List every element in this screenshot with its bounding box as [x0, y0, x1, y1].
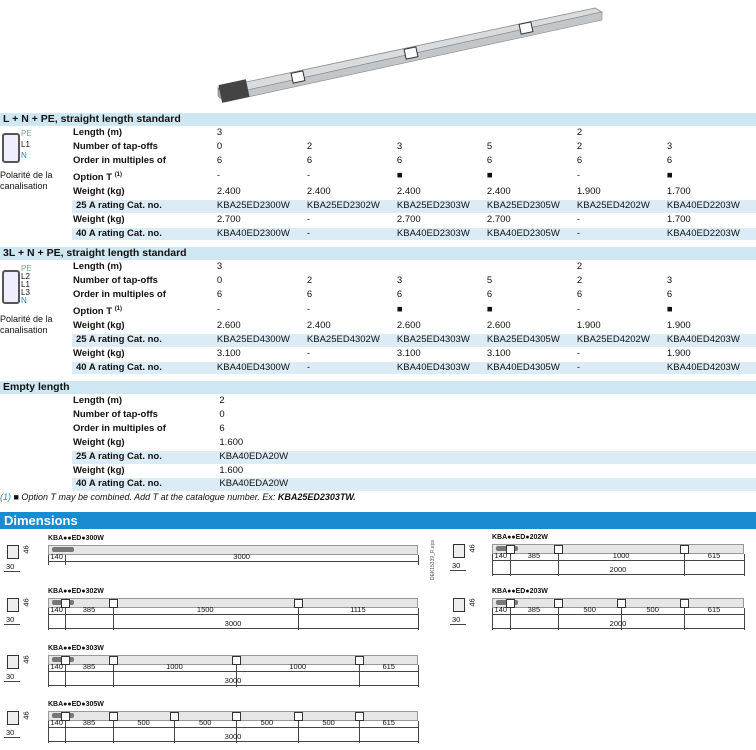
plug-icon — [2, 270, 20, 304]
polarity-label: Polarité de la canalisation — [0, 170, 53, 191]
row-label — [72, 140, 216, 154]
segment-length-label: 385 — [82, 662, 96, 671]
row-label — [72, 408, 218, 422]
conductor-label: PE — [21, 129, 32, 138]
row-label — [72, 319, 216, 333]
spec-cell: KBA40ED2305W — [486, 227, 576, 241]
busbar-product-image — [200, 0, 620, 110]
spec-row — [72, 395, 756, 408]
conductor-label: L3 — [21, 288, 30, 297]
total-length-label: 3000 — [224, 619, 242, 628]
spec-cell: ■ — [666, 302, 756, 319]
spec-cell: 3 — [396, 140, 486, 154]
row-label-text: Order in multiples of — [73, 422, 166, 434]
spec-cell: KBA40ED4303W — [396, 361, 486, 375]
spec-cell: 3 — [666, 140, 756, 154]
drawing-code: DEK15339_R.eps — [430, 540, 436, 581]
segment-length-label: 140 — [50, 718, 63, 727]
spec-cell: 2 — [576, 274, 666, 288]
spec-cell: 0 — [216, 140, 306, 154]
drawing-ref: KBA●●ED●203W — [492, 588, 548, 595]
spec-row — [72, 422, 756, 436]
row-label-text: Number of tap-offs — [73, 274, 158, 286]
profile-icon — [7, 711, 19, 725]
extension-line — [418, 555, 419, 565]
side-dimension-line — [4, 571, 20, 572]
conductor-label: N — [21, 151, 27, 160]
spec-cell: KBA25ED2302W — [306, 199, 396, 213]
spec-cell: 2.700 — [216, 213, 306, 227]
spec-cell: 6 — [216, 154, 306, 168]
segment-length-label: 615 — [707, 605, 721, 614]
row-label-text: 25 A rating Cat. no. — [76, 333, 162, 345]
spec-table-lnpe — [72, 127, 756, 241]
spec-cell: - — [576, 227, 666, 241]
row-label-text: Weight (kg) — [73, 464, 125, 476]
row-label-text: Option T — [73, 305, 113, 317]
spec-row — [72, 288, 756, 302]
segment-length-label: 385 — [527, 605, 541, 614]
conductor-list — [21, 265, 32, 305]
spec-cell — [396, 261, 486, 274]
spec-cell: - — [306, 361, 396, 375]
spec-cell — [306, 261, 396, 274]
spec-cell: 1.600 — [218, 436, 309, 450]
side-height-label: 46 — [21, 545, 31, 554]
spec-cell: 1.600 — [218, 464, 309, 478]
spec-row — [72, 302, 756, 319]
segment-length-label: 615 — [382, 718, 395, 727]
spec-row — [72, 450, 756, 464]
total-length-label: 3000 — [224, 732, 242, 741]
spec-cell: 6 — [396, 288, 486, 302]
row-label — [72, 436, 218, 450]
drawing-ref: KBA●●ED●305W — [48, 701, 104, 708]
profile-icon — [7, 598, 19, 612]
spec-cell: 2 — [306, 140, 396, 154]
row-label-text: Weight (kg) — [73, 347, 125, 359]
spec-cell: KBA25ED4300W — [216, 333, 306, 347]
spec-cell: - — [306, 302, 396, 319]
spec-cell: KBA40EDA20W — [218, 478, 309, 492]
extension-line — [418, 665, 419, 687]
segment-length-label: 1000 — [612, 551, 630, 560]
spec-cell — [486, 127, 576, 140]
side-width-label: 30 — [6, 728, 15, 737]
conductor-label: L1 — [21, 280, 30, 289]
row-label — [72, 199, 216, 213]
spec-cell: 3.100 — [216, 347, 306, 361]
spec-cell-empty — [309, 450, 756, 464]
section-title-lnpe: L + N + PE, straight length standard — [0, 113, 756, 126]
spec-cell: - — [576, 302, 666, 319]
spec-cell: 6 — [576, 154, 666, 168]
footnote-marker: (1) — [0, 492, 11, 502]
spec-cell: 6 — [306, 154, 396, 168]
row-label — [72, 213, 216, 227]
spec-row — [72, 319, 756, 333]
spec-cell: 6 — [666, 288, 756, 302]
spec-cell: ■ — [486, 302, 576, 319]
spec-cell-empty — [309, 395, 756, 408]
section-title-3lnpe: 3L + N + PE, straight length standard — [0, 247, 756, 260]
row-label — [72, 333, 216, 347]
profile-icon — [7, 545, 19, 559]
side-dimension-line — [4, 681, 20, 682]
row-label — [72, 395, 218, 408]
row-label-text: Weight (kg) — [73, 436, 125, 448]
row-label-text: Order in multiples of — [73, 288, 166, 300]
spec-cell: 5 — [486, 140, 576, 154]
row-label — [72, 185, 216, 199]
spec-row — [72, 464, 756, 478]
spec-cell: - — [576, 347, 666, 361]
segment-length-label: 385 — [527, 551, 541, 560]
row-label — [72, 168, 216, 185]
spec-row — [72, 274, 756, 288]
dimension-line — [48, 671, 418, 672]
spec-cell: 2 — [306, 274, 396, 288]
spec-row — [72, 213, 756, 227]
row-label-text: 40 A rating Cat. no. — [76, 361, 162, 373]
row-label — [72, 274, 216, 288]
segment-length-label: 385 — [82, 605, 96, 614]
spec-cell: 3 — [216, 261, 306, 274]
spec-cell: 6 — [486, 154, 576, 168]
section-title-empty: Empty length — [0, 381, 756, 394]
spec-cell — [306, 127, 396, 140]
row-label-text: Weight (kg) — [73, 185, 125, 197]
spec-row — [72, 408, 756, 422]
extension-line — [418, 721, 419, 743]
spec-cell: 5 — [486, 274, 576, 288]
spec-cell: 6 — [486, 288, 576, 302]
profile-icon — [453, 544, 465, 558]
row-label-footnote: (1) — [114, 171, 123, 178]
segment-length-label: 1000 — [289, 662, 307, 671]
spec-cell — [486, 261, 576, 274]
spec-cell: KBA40ED2300W — [216, 227, 306, 241]
spec-cell: 2.700 — [486, 213, 576, 227]
spec-cell: 3 — [396, 274, 486, 288]
row-label — [72, 347, 216, 361]
conductor-list — [21, 130, 32, 160]
conductor-label: N — [21, 296, 27, 305]
row-label-text: Option T — [73, 171, 113, 183]
spec-cell: KBA25ED4302W — [306, 333, 396, 347]
polarity-label: Polarité de la canalisation — [0, 314, 53, 335]
spec-cell: 1.900 — [666, 347, 756, 361]
side-height-label: 46 — [467, 598, 477, 607]
total-dimension-line — [48, 628, 418, 629]
spec-cell: KBA40ED4203W — [666, 361, 756, 375]
spec-cell: - — [306, 168, 396, 185]
spec-cell: - — [576, 168, 666, 185]
spec-cell: 1.700 — [666, 213, 756, 227]
spec-cell: 1.900 — [576, 185, 666, 199]
spec-table-empty — [72, 395, 756, 492]
side-width-label: 30 — [452, 561, 461, 570]
side-dimension-line — [450, 570, 466, 571]
spec-cell: 6 — [306, 288, 396, 302]
segment-length-label: 500 — [260, 718, 274, 727]
spec-row — [72, 199, 756, 213]
spec-cell: - — [216, 168, 306, 185]
segment-length-label: 500 — [137, 718, 150, 727]
drawing-ref: KBA●●ED●202W — [492, 534, 548, 541]
spec-cell: 2.400 — [306, 185, 396, 199]
segment-length-label: 140 — [50, 552, 63, 561]
total-length-label: 2000 — [609, 565, 627, 574]
spec-cell: 6 — [666, 154, 756, 168]
row-label-text: Number of tap-offs — [73, 408, 158, 420]
spec-cell: 3.100 — [396, 347, 486, 361]
segment-length-label: 1115 — [350, 605, 366, 614]
row-label — [72, 478, 218, 492]
spec-row — [72, 347, 756, 361]
segment-length-label: 3000 — [233, 552, 250, 561]
spec-cell: KBA25ED2300W — [216, 199, 306, 213]
spec-row — [72, 185, 756, 199]
spec-cell: KBA25ED4303W — [396, 333, 486, 347]
spec-cell: KBA40ED2203W — [666, 227, 756, 241]
spec-cell: 6 — [576, 288, 666, 302]
spec-cell-empty — [309, 464, 756, 478]
row-label-text: 25 A rating Cat. no. — [76, 450, 162, 462]
spec-cell: KBA40ED4300W — [216, 361, 306, 375]
spec-cell: ■ — [486, 168, 576, 185]
row-label — [72, 361, 216, 375]
segment-length-label: 1500 — [196, 605, 214, 614]
spec-cell: ■ — [666, 168, 756, 185]
row-label — [72, 288, 216, 302]
row-label-text: 25 A rating Cat. no. — [76, 199, 162, 211]
row-label — [72, 227, 216, 241]
segment-length-label: 140 — [50, 605, 63, 614]
spec-row — [72, 140, 756, 154]
profile-icon — [453, 598, 465, 612]
extension-line — [744, 608, 745, 630]
spec-cell-empty — [309, 478, 756, 492]
row-label — [72, 261, 216, 274]
side-width-label: 30 — [6, 562, 15, 571]
row-label-text: 40 A rating Cat. no. — [76, 227, 162, 239]
spec-cell: KBA40ED2203W — [666, 199, 756, 213]
spec-cell: 2 — [218, 395, 309, 408]
spec-cell: 1.700 — [666, 185, 756, 199]
conductor-label: PE — [21, 264, 32, 273]
spec-row — [72, 154, 756, 168]
row-label-text: Weight (kg) — [73, 213, 125, 225]
spec-cell-empty — [309, 436, 756, 450]
spec-cell-empty — [309, 408, 756, 422]
spec-cell: 2.600 — [486, 319, 576, 333]
spec-cell: 3 — [216, 127, 306, 140]
spec-row — [72, 168, 756, 185]
side-height-label: 46 — [21, 655, 31, 664]
spec-cell: KBA40ED4203W — [666, 333, 756, 347]
spec-row — [72, 127, 756, 140]
dimensions-title: Dimensions — [0, 512, 756, 529]
spec-cell: KBA25ED4305W — [486, 333, 576, 347]
footnote-text: ■ Option T may be combined. Add T at the catalogue number. Ex: — [11, 492, 278, 502]
spec-row — [72, 361, 756, 375]
spec-cell: 2.600 — [396, 319, 486, 333]
row-label-footnote: (1) — [114, 305, 123, 312]
spec-cell: 3.100 — [486, 347, 576, 361]
spec-cell: 2.400 — [486, 185, 576, 199]
total-dimension-line — [492, 628, 744, 629]
side-height-label: 46 — [21, 598, 31, 607]
dimension-line — [492, 560, 744, 561]
row-label-text: Number of tap-offs — [73, 140, 158, 152]
side-dimension-line — [4, 624, 20, 625]
conductor-label: L1 — [21, 140, 30, 149]
side-height-label: 46 — [21, 711, 31, 720]
row-label-text: Length (m) — [73, 127, 123, 138]
spec-cell: KBA40ED4305W — [486, 361, 576, 375]
row-label — [72, 464, 218, 478]
spec-cell: 0 — [216, 274, 306, 288]
spec-cell: ■ — [396, 302, 486, 319]
spec-cell: KBA25ED2305W — [486, 199, 576, 213]
total-length-label: 2000 — [609, 619, 627, 628]
spec-cell: KBA40EDA20W — [218, 450, 309, 464]
spec-cell: - — [306, 213, 396, 227]
spec-cell: 3 — [666, 274, 756, 288]
total-dimension-line — [492, 574, 744, 575]
total-dimension-line — [48, 741, 418, 742]
spec-cell: KBA25ED2303W — [396, 199, 486, 213]
dimension-line — [48, 614, 418, 615]
spec-cell: 0 — [218, 408, 309, 422]
plug-icon — [2, 133, 20, 163]
dimension-line — [492, 614, 744, 615]
spec-cell — [666, 261, 756, 274]
segment-length-label: 500 — [583, 605, 596, 614]
side-width-label: 30 — [452, 615, 461, 624]
side-width-label: 30 — [6, 672, 15, 681]
total-length-label: 3000 — [224, 676, 242, 685]
spec-cell: 6 — [216, 288, 306, 302]
spec-cell: - — [216, 302, 306, 319]
spec-cell: 2.400 — [216, 185, 306, 199]
side-width-label: 30 — [6, 615, 15, 624]
segment-length-label: 500 — [646, 605, 659, 614]
polarity-block-3lnpe — [0, 262, 72, 342]
row-label — [72, 127, 216, 140]
footnote — [0, 492, 356, 502]
spec-cell — [666, 127, 756, 140]
polarity-block-lnpe — [0, 128, 72, 198]
spec-row — [72, 333, 756, 347]
spec-cell: 6 — [218, 422, 309, 436]
spec-row — [72, 478, 756, 492]
row-label-text: 40 A rating Cat. no. — [76, 478, 162, 490]
spec-cell — [396, 127, 486, 140]
spec-cell: - — [306, 347, 396, 361]
spec-cell: 2.400 — [306, 319, 396, 333]
side-height-label: 46 — [467, 544, 477, 553]
row-label-text: Order in multiples of — [73, 154, 166, 166]
profile-icon — [7, 655, 19, 669]
extension-line — [744, 554, 745, 576]
side-dimension-line — [450, 624, 466, 625]
spec-table-3lnpe — [72, 261, 756, 375]
spec-cell: 2 — [576, 127, 666, 140]
spec-row — [72, 227, 756, 241]
spec-cell: 1.900 — [666, 319, 756, 333]
row-label — [72, 450, 218, 464]
spec-cell: 6 — [396, 154, 486, 168]
spec-cell: 2.600 — [216, 319, 306, 333]
spec-cell: KBA25ED4202W — [576, 199, 666, 213]
row-label — [72, 302, 216, 319]
spec-cell: 2 — [576, 140, 666, 154]
spec-cell: KBA40ED2303W — [396, 227, 486, 241]
segment-length-label: 615 — [382, 662, 395, 671]
segment-length-label: 140 — [494, 605, 508, 614]
segment-length-label: 140 — [494, 551, 508, 560]
spec-cell-empty — [309, 422, 756, 436]
dimension-line — [48, 727, 418, 728]
spec-cell: KBA25ED4202W — [576, 333, 666, 347]
spec-row — [72, 261, 756, 274]
extension-line — [418, 608, 419, 630]
row-label-text: Weight (kg) — [73, 319, 125, 331]
spec-cell: 1.900 — [576, 319, 666, 333]
row-label-text: Length (m) — [73, 261, 123, 272]
dimension-line — [48, 561, 418, 562]
row-label — [72, 154, 216, 168]
spec-cell: - — [306, 227, 396, 241]
segment-length-label: 615 — [707, 551, 721, 560]
side-dimension-line — [4, 737, 20, 738]
row-label — [72, 422, 218, 436]
spec-cell: ■ — [396, 168, 486, 185]
conductor-label: L2 — [21, 272, 30, 281]
spec-cell: 2 — [576, 261, 666, 274]
spec-row — [72, 436, 756, 450]
segment-length-label: 500 — [322, 718, 335, 727]
spec-cell: - — [576, 213, 666, 227]
drawing-ref: KBA●●ED●300W — [48, 535, 104, 542]
segment-length-label: 140 — [50, 662, 63, 671]
drawing-ref: KBA●●ED●303W — [48, 645, 104, 652]
spec-cell: 2.700 — [396, 213, 486, 227]
drawing-ref: KBA●●ED●302W — [48, 588, 104, 595]
segment-length-label: 1000 — [166, 662, 183, 671]
segment-length-label: 500 — [198, 718, 212, 727]
total-dimension-line — [48, 685, 418, 686]
segment-length-label: 385 — [82, 718, 96, 727]
spec-cell: 2.400 — [396, 185, 486, 199]
spec-cell: - — [576, 361, 666, 375]
footnote-example: KBA25ED2303TW. — [277, 492, 356, 502]
row-label-text: Length (m) — [73, 395, 123, 406]
